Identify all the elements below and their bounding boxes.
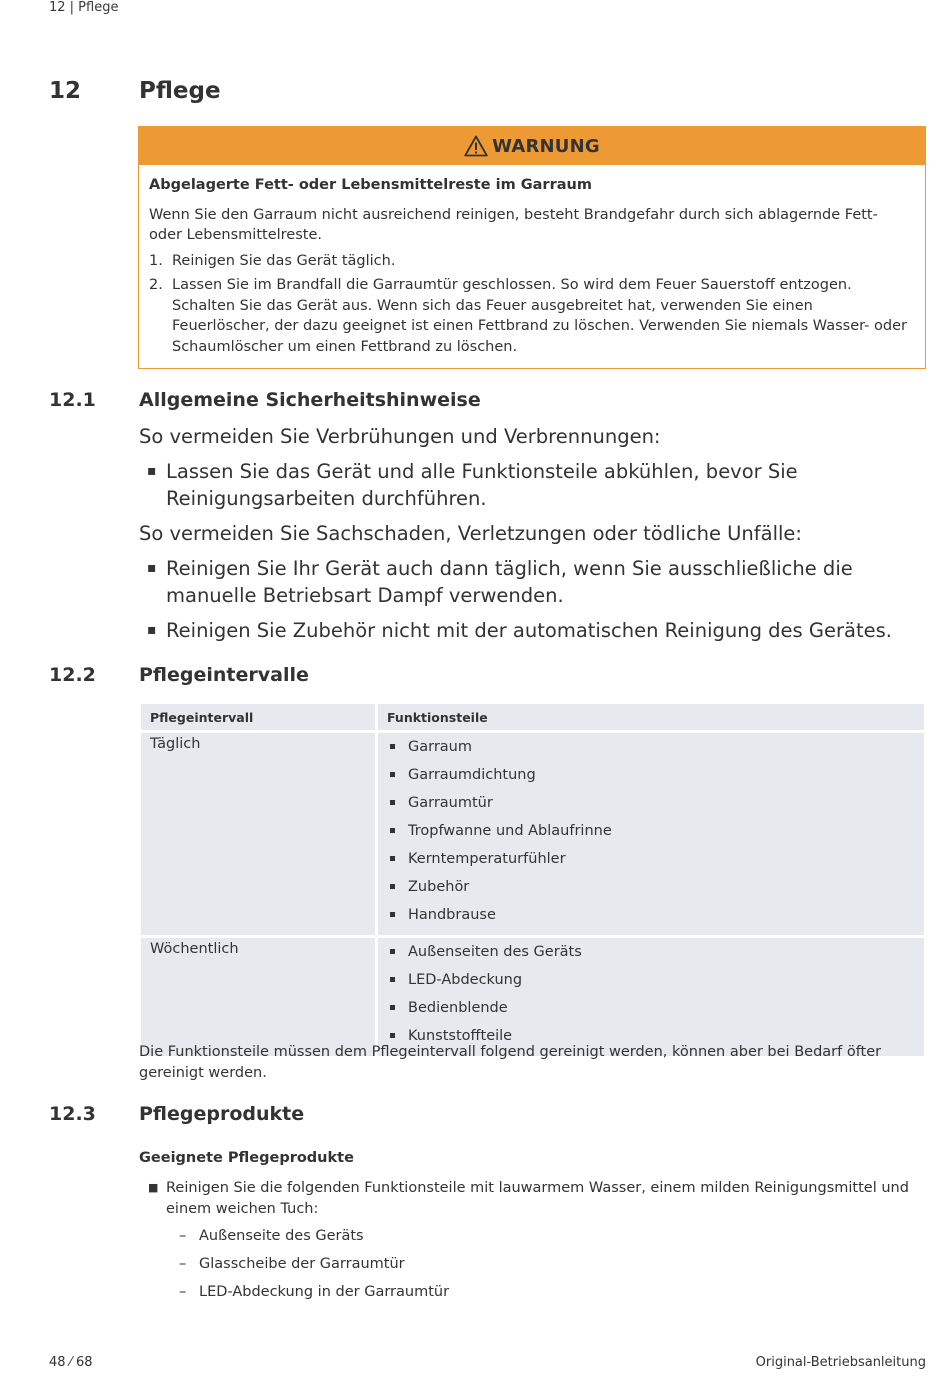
chapter-number: 12 <box>49 78 82 104</box>
safety-list <box>139 458 929 512</box>
list-item: Kerntemperaturfühler <box>387 848 915 876</box>
step-number: 1. <box>149 252 163 269</box>
list-item: Garraum <box>387 736 915 764</box>
bullet-icon <box>390 977 395 982</box>
warning-label: WARNUNG <box>492 135 600 157</box>
list-item: Handbrause <box>387 904 915 932</box>
care-interval-table <box>138 701 927 1059</box>
bullet-icon: ▪ <box>147 622 157 638</box>
bullet-icon <box>390 772 395 777</box>
bullet-icon: ■ <box>148 1181 159 1194</box>
section-number: 12.3 <box>49 1103 96 1125</box>
interval-cell: Wöchentlich <box>141 938 375 1056</box>
column-header: Pflegeintervall <box>141 704 375 730</box>
section-title: Allgemeine Sicherheitshinweise <box>139 389 481 411</box>
list-item: Tropfwanne und Ablaufrinne <box>387 820 915 848</box>
step-text: Lassen Sie im Brandfall die Garraumtür geschlossen. So wird dem Feuer Sauerstoff entzogen. Schalten Sie das Gerät aus. Wenn sich das Feuer ausgebreitet hat, verwenden Sie einen Feuerlöscher, der dazu geeignet ist einen Fettbrand zu löschen. Verwenden Sie niemals Wasser- oder Schaumlöscher um einen Fettbrand zu löschen. <box>172 277 907 355</box>
running-header: 12 | Pflege <box>49 0 119 15</box>
warning-step <box>149 275 915 357</box>
bullet-icon <box>390 1005 395 1010</box>
bullet-icon <box>390 828 395 833</box>
warning-steps <box>149 251 915 358</box>
section-number: 12.2 <box>49 664 96 686</box>
table-row <box>141 733 924 935</box>
dash-list <box>166 1226 924 1303</box>
dash-icon: – <box>179 1284 187 1300</box>
bullet-icon <box>390 856 395 861</box>
list-item: – Glasscheibe der Garraumtür <box>166 1254 924 1275</box>
parts-cell <box>378 733 924 935</box>
list-item: ▪ Reinigen Sie Ihr Gerät auch dann täglich, wenn Sie ausschließliche die manuelle Betriebsart Dampf verwenden. <box>147 557 853 607</box>
step-number: 2. <box>149 277 163 293</box>
list-item: – LED-Abdeckung in der Garraumtür <box>166 1282 924 1303</box>
table-header-row <box>141 704 924 730</box>
dash-icon: – <box>179 1228 187 1244</box>
warning-subhead: Abgelagerte Fett- oder Lebensmittelreste im Garraum <box>149 177 592 193</box>
list-item: – Außenseite des Geräts <box>166 1226 924 1247</box>
bullet-icon: ▪ <box>147 463 157 479</box>
section-title: Pflegeintervalle <box>139 664 309 686</box>
bullet-icon <box>390 949 395 954</box>
list-item: Kunststoffteile <box>387 1025 915 1053</box>
warning-box <box>138 126 926 369</box>
warning-triangle-icon <box>464 135 488 157</box>
safety-content <box>139 423 929 652</box>
section-title: Pflegeprodukte <box>139 1103 305 1125</box>
table-row <box>141 938 924 1056</box>
bullet-icon <box>390 912 395 917</box>
interval-note: Die Funktionsteile müssen dem Pflegeintervall folgend gereinigt werden, können aber bei Bedarf öfter gereinigt werden. <box>139 1044 882 1081</box>
list-item: Garraumtür <box>387 792 915 820</box>
warning-step <box>149 251 915 272</box>
list-item: LED-Abdeckung <box>387 969 915 997</box>
products-subhead: Geeignete Pflegeprodukte <box>139 1150 354 1166</box>
safety-intro: So vermeiden Sie Verbrühungen und Verbrennungen: <box>139 425 661 448</box>
list-item: ▪ Lassen Sie das Gerät und alle Funktionsteile abkühlen, bevor Sie Reinigungsarbeiten durchführen. <box>147 460 798 510</box>
bullet-icon: ▪ <box>147 560 157 576</box>
column-header: Funktionsteile <box>378 704 924 730</box>
warning-text: Wenn Sie den Garraum nicht ausreichend reinigen, besteht Brandgefahr durch sich ablagernde Fett- oder Lebensmittelreste. <box>149 206 878 243</box>
page-number: 48 ⁄ 68 <box>49 1355 93 1370</box>
chapter-title: Pflege <box>139 78 221 104</box>
safety-list <box>139 555 929 644</box>
section-number: 12.1 <box>49 389 96 411</box>
list-item: Bedienblende <box>387 997 915 1025</box>
warning-header <box>139 127 925 165</box>
list-item: ▪ Reinigen Sie Zubehör nicht mit der automatischen Reinigung des Gerätes. <box>147 619 892 642</box>
list-item: Garraumdichtung <box>387 764 915 792</box>
bullet-icon <box>390 800 395 805</box>
step-text: Reinigen Sie das Gerät täglich. <box>172 252 396 269</box>
dash-icon: – <box>179 1256 187 1272</box>
bullet-icon <box>390 1033 395 1038</box>
safety-intro: So vermeiden Sie Sachschaden, Verletzungen oder tödliche Unfälle: <box>139 522 802 545</box>
list-item: Außenseiten des Geräts <box>387 941 915 969</box>
list-item: ■ Reinigen Sie die folgenden Funktionsteile mit lauwarmem Wasser, einem milden Reinigungsmittel und einem weichen Tuch: – Außenseite des Geräts – Glasscheibe der Garraumtür – LED-Abdeckung in der Garraumtür <box>139 1178 924 1303</box>
bullet-icon <box>390 884 395 889</box>
bullet-icon <box>390 744 395 749</box>
parts-cell <box>378 938 924 1056</box>
list-item: Zubehör <box>387 876 915 904</box>
products-content <box>139 1178 924 1310</box>
document-title: Original-Betriebsanleitung <box>755 1355 926 1370</box>
interval-cell: Täglich <box>141 733 375 935</box>
